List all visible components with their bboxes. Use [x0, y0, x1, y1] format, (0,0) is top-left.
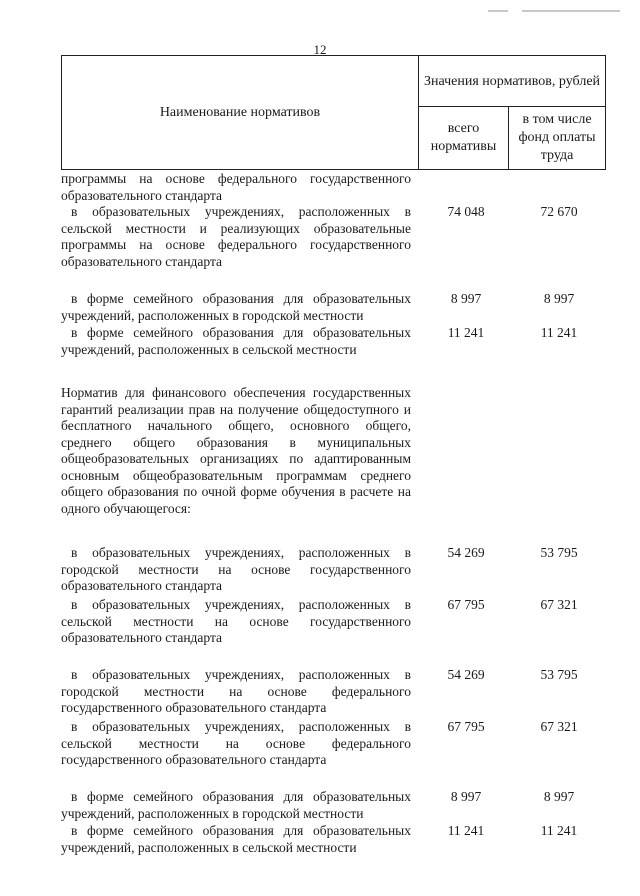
row-name: в форме семейного образования для образовательных учреждений, расположенных в сельской местности — [61, 823, 411, 855]
scan-artifact-line — [522, 10, 620, 12]
scan-artifact-line — [488, 10, 508, 12]
row-value-total: 54 269 — [447, 545, 485, 560]
row-name: программы на основе федерального государственного образовательного стандарта — [61, 171, 411, 203]
row-name: в образовательных учреждениях, расположенных в городской местности на основе государственного образовательного стандарта — [61, 545, 411, 593]
section-paragraph: Норматив для финансового обеспечения государственных гарантий реализации прав на получение общедоступного и бесплатного начального общего, основного общего, среднего общего образования в муниципальных общеобразовательных организациях по адаптированным основным общеобразовательным программам среднего общего образования по очной форме обучения в расчете на одного обучающегося: — [61, 385, 411, 516]
column-header-wage-fund: в том числе фонд оплаты труда — [518, 112, 596, 163]
row-value-total: 11 241 — [447, 325, 485, 340]
row-value-wage-fund: 67 321 — [540, 597, 578, 612]
row-name: в форме семейного образования для образовательных учреждений, расположенных в сельской местности — [61, 325, 411, 357]
row-name: в образовательных учреждениях, расположенных в сельской местности на основе государственного образовательного стандарта — [61, 597, 411, 645]
row-value-wage-fund: 11 241 — [540, 325, 578, 340]
page-number: 12 — [313, 42, 327, 57]
row-value-wage-fund: 8 997 — [543, 291, 575, 306]
row-value-total: 8 997 — [450, 789, 482, 804]
row-value-wage-fund: 8 997 — [543, 789, 575, 804]
row-value-wage-fund: 72 670 — [540, 204, 578, 219]
row-value-wage-fund: 53 795 — [540, 545, 578, 560]
row-value-total: 8 997 — [450, 291, 482, 306]
row-value-wage-fund: 67 321 — [540, 719, 578, 734]
row-value-total: 67 795 — [447, 597, 485, 612]
row-name: в форме семейного образования для образовательных учреждений, расположенных в городской местности — [61, 789, 411, 821]
row-name: в образовательных учреждениях, расположенных в сельской местности и реализующих образовательные программы на основе федерального государственного образовательного стандарта — [61, 204, 411, 269]
row-value-total: 11 241 — [447, 823, 485, 838]
row-value-total: 54 269 — [447, 667, 485, 682]
column-header-total: всего нормативы — [419, 107, 509, 169]
row-value-wage-fund: 53 795 — [540, 667, 578, 682]
column-header-values: Значения нормативов, рублей — [419, 56, 605, 107]
table-header — [61, 55, 606, 170]
row-value-wage-fund: 11 241 — [540, 823, 578, 838]
row-name: в форме семейного образования для образовательных учреждений, расположенных в городской местности — [61, 291, 411, 323]
row-name: в образовательных учреждениях, расположенных в сельской местности на основе федерального государственного образовательного стандарта — [61, 719, 411, 767]
row-value-total: 67 795 — [447, 719, 485, 734]
column-header-name: Наименование нормативов — [62, 56, 419, 169]
row-value-total: 74 048 — [447, 204, 485, 219]
row-name: в образовательных учреждениях, расположенных в городской местности на основе федерального государственного образовательного стандарта — [61, 667, 411, 715]
